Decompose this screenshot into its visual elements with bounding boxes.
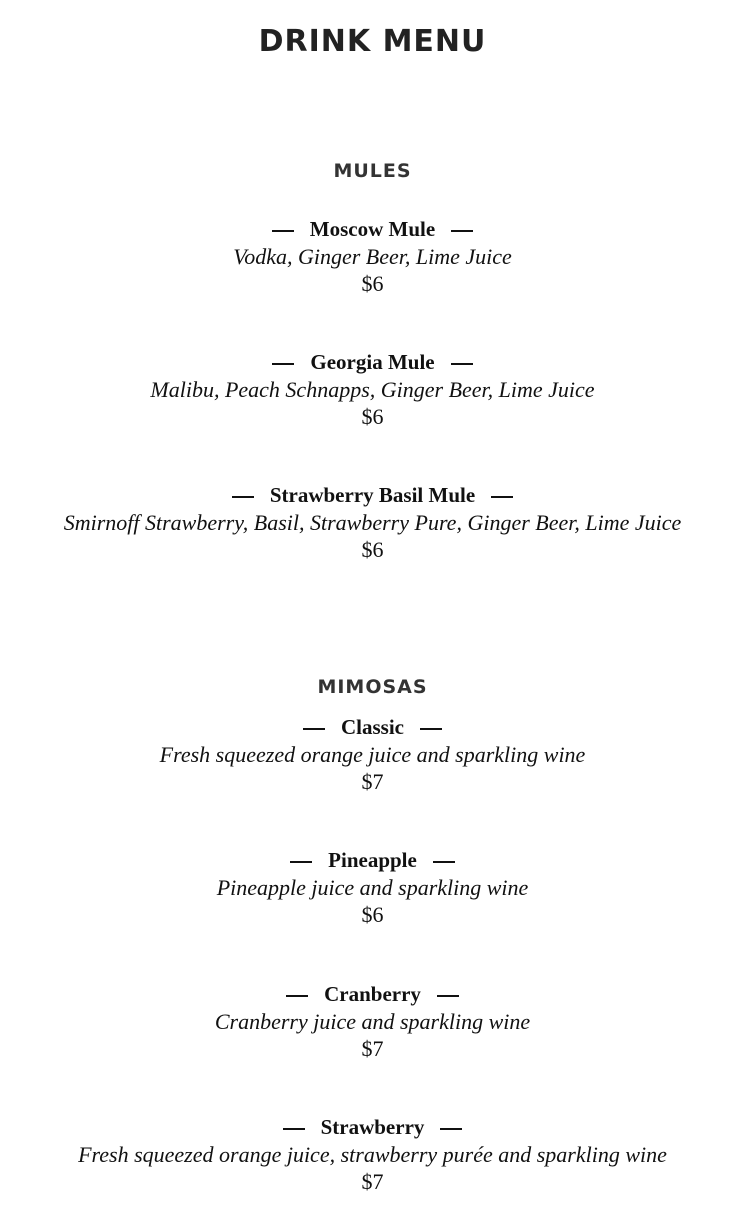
menu-item-classic [0, 713, 745, 796]
item-name: Strawberry Basil Mule [269, 483, 476, 507]
menu-item-strawberry-basil-mule [0, 481, 745, 564]
dash-right [437, 995, 459, 997]
item-price: $6 [361, 902, 384, 927]
dash-right [491, 496, 513, 498]
item-price: $7 [361, 1169, 384, 1194]
dash-left [272, 363, 294, 365]
item-description: Malibu, Peach Schnapps, Ginger Beer, Lime Juice [150, 377, 595, 402]
menu-item-strawberry [0, 1113, 745, 1196]
item-description: Pineapple juice and sparkling wine [216, 875, 529, 900]
section-heading-mimosas: MIMOSAS [317, 676, 428, 698]
menu-item-moscow-mule [0, 215, 745, 298]
dash-left [232, 496, 254, 498]
dash-right [433, 861, 455, 863]
menu-title: DRINK MENU [258, 24, 487, 59]
item-name: Moscow Mule [309, 217, 436, 241]
item-name: Pineapple [328, 848, 417, 872]
menu-item-cranberry [0, 980, 745, 1063]
section-heading-mules: MULES [333, 160, 412, 182]
dash-right [451, 230, 473, 232]
menu-item-pineapple [0, 846, 745, 929]
dash-left [290, 861, 312, 863]
item-description: Smirnoff Strawberry, Basil, Strawberry Pure, Ginger Beer, Lime Juice [63, 510, 682, 535]
item-description: Fresh squeezed orange juice and sparkling wine [159, 742, 586, 767]
item-description: Vodka, Ginger Beer, Lime Juice [233, 244, 512, 269]
item-name: Strawberry [320, 1115, 425, 1139]
item-name: Cranberry [324, 982, 421, 1006]
dash-right [440, 1128, 462, 1130]
menu-item-georgia-mule [0, 348, 745, 431]
item-price: $7 [361, 769, 384, 794]
item-price: $6 [361, 271, 384, 296]
dash-left [283, 1128, 305, 1130]
item-price: $6 [361, 537, 384, 562]
item-price: $6 [361, 404, 384, 429]
dash-left [303, 728, 325, 730]
item-description: Cranberry juice and sparkling wine [214, 1009, 531, 1034]
dash-right [451, 363, 473, 365]
dash-right [420, 728, 442, 730]
dash-left [272, 230, 294, 232]
item-description: Fresh squeezed orange juice, strawberry purée and sparkling wine [78, 1142, 667, 1167]
item-price: $7 [361, 1036, 384, 1061]
item-name: Classic [341, 715, 404, 739]
dash-left [286, 995, 308, 997]
item-name: Georgia Mule [310, 350, 435, 374]
